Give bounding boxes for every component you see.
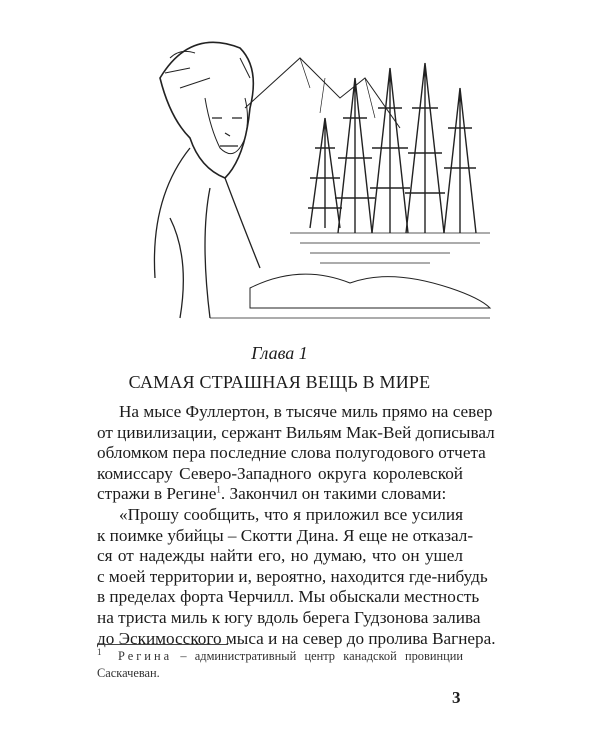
text-line: комиссару Северо-Западного округа королевской (97, 463, 463, 483)
body-text (97, 402, 496, 649)
text-line: от цивилизации, сержант Вильям Мак-Вей дописывал (97, 422, 495, 442)
text-line: до Эскимосского мыса и на север до пролива Вагнера. (97, 628, 496, 648)
text-fragment: стражи в Регине (97, 484, 217, 504)
footnote-term: Регина (118, 649, 173, 663)
footnote-text: – административный центр канадской провинции (172, 649, 463, 663)
text-line (97, 484, 463, 505)
chapter-label: Глава 1 (251, 343, 308, 363)
footnote-line: Саскачеван. (97, 666, 160, 680)
footnote-reference[interactable]: 1 (216, 484, 221, 495)
text-line: к поимке убийцы – Скотти Дина. Я еще не отказал- (97, 525, 474, 545)
text-line: На мысе Фуллертон, в тысяче миль прямо на север (119, 402, 493, 421)
text-fragment: . Закончил он такими словами: (220, 484, 447, 504)
text-line: ся от надежды найти его, но думаю, что он ушел (97, 546, 463, 566)
footnote-line (97, 648, 463, 665)
footnote-marker: 1 (97, 646, 102, 657)
text-line: в пределах форта Черчилл. Мы обыскали местность (97, 587, 480, 607)
text-line: «Прошу сообщить, что я приложил все усилия (119, 504, 463, 524)
text-line: на триста миль к югу вдоль берега Гудзонова залива (97, 607, 481, 627)
illustration-trapper-landscape (150, 18, 495, 323)
text-line: обломком пера последние слова полугодового отчета (97, 443, 486, 463)
footnote-divider (97, 644, 228, 645)
chapter-title: САМАЯ СТРАШНАЯ ВЕЩЬ В МИРЕ (128, 372, 431, 392)
page-number: 3 (452, 688, 461, 707)
text-line: с моей территории и, вероятно, находится где-нибудь (97, 566, 488, 586)
footnote (97, 648, 463, 682)
